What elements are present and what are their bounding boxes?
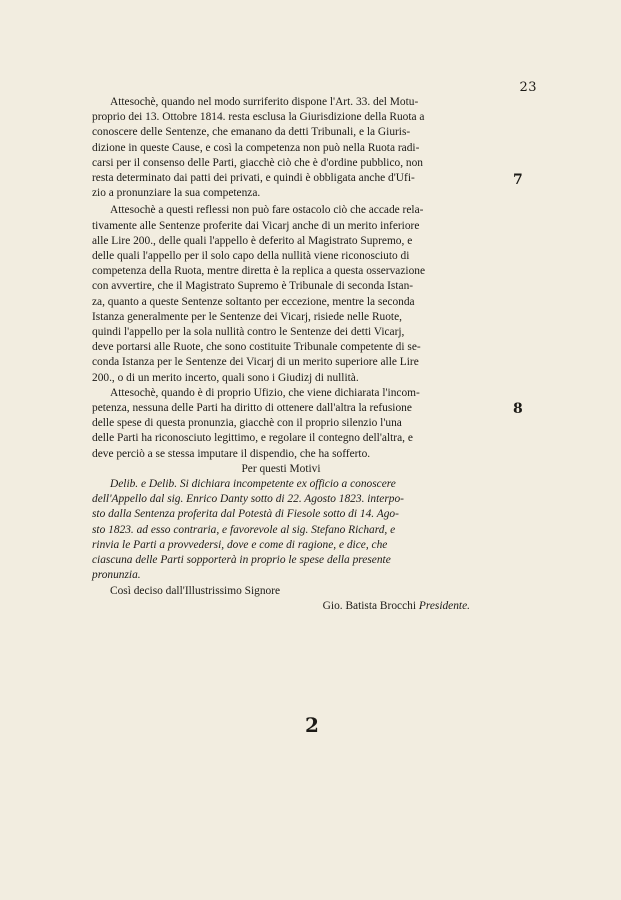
- decision-line: pronunzia.: [92, 569, 141, 582]
- text-line: petenza, nessuna delle Parti ha diritto di ottenere dall'altra la refusione: [92, 402, 412, 415]
- text-line: delle spese di questa pronunzia, giacchè con il proprio silenzio l'una: [92, 417, 402, 430]
- paragraph-2: [92, 203, 470, 385]
- text-line: quindi l'appello per la sola nullità contro le Sentenze dei detti Vicarj,: [92, 326, 405, 339]
- decision-line: Delib. e Delib. Si dichiara incompetente ex officio a conoscere: [110, 478, 396, 491]
- text-line: conoscere delle Sentenze, che emanano da detti Tribunali, e la Giuris-: [92, 126, 411, 139]
- text-line: za, quanto a queste Sentenze soltanto per eccezione, mentre la seconda: [92, 295, 415, 308]
- text-line: alle Lire 200., delle quali l'appello è deferito al Magistrato Supremo, e: [92, 234, 413, 247]
- decision-line: ciascuna delle Parti sopporterà in proprio le spese della presente: [92, 554, 391, 567]
- decision-line: rinvia le Parti a provvedersi, dove e come di ragione, e dice, che: [92, 538, 388, 551]
- text-line: Attesochè, quando nel modo surriferito dispone l'Art. 33. del Motu-: [110, 96, 419, 108]
- margin-note-7: 7: [513, 172, 523, 188]
- decision-line: sto 1823. ad esso contraria, e favorevole al sig. Stefano Richard, e: [92, 523, 396, 536]
- text-line: conda Istanza per le Sentenze dei Vicarj di un merito superiore alle Lire: [92, 356, 419, 369]
- text-line: proprio dei 13. Ottobre 1814. resta esclusa la Giurisdizione della Ruota a: [92, 111, 425, 124]
- decision-line: dell'Appello dal sig. Enrico Danty sotto di 22. Agosto 1823. interpo-: [92, 493, 404, 506]
- bottom-mark: 2: [305, 713, 319, 737]
- text-line: tivamente alle Sentenze proferite dai Vicarj anche di un merito inferiore: [92, 219, 420, 232]
- signature-line: [92, 599, 470, 614]
- text-line: dizione in queste Cause, e così la competenza non può nella Ruota radi-: [92, 141, 420, 154]
- text-line: delle quali l'appello per il solo capo della nullità viene riconosciuto di: [92, 250, 410, 263]
- text-line: delle Parti ha riconosciuto legittimo, e regolare il contegno dell'altra, e: [92, 432, 413, 445]
- closing-line: Così deciso dall'Illustrissimo Signore: [110, 584, 281, 597]
- paragraph-1: [92, 95, 470, 201]
- text-line: Attesochè a questi reflessi non può fare ostacolo ciò che accade rela-: [110, 204, 424, 217]
- text-line: resta determinato dai patti dei privati, e quindi è obbligata anche d'Ufi-: [92, 172, 415, 185]
- decision-line: sto dalla Sentenza proferita dal Potestà di Fiesole sotto di 14. Ago-: [92, 508, 399, 521]
- text-line: con avvertire, che il Magistrato Supremo è Tribunale di seconda Istan-: [92, 280, 414, 293]
- text-line: competenza della Ruota, mentre diretta è la replica a questa osservazione: [92, 265, 426, 278]
- text-line: Attesochè, quando è di proprio Ufizio, che viene dichiarata l'incom-: [110, 386, 420, 399]
- body-text: [92, 95, 470, 614]
- text-line: deve portarsi alle Ruote, che sono costituite Tribunale competente di se-: [92, 341, 421, 354]
- text-line: carsi per il consenso delle Parti, giacchè ciò che è d'ordine pubblico, non: [92, 156, 424, 169]
- text-line: 200., o di un merito incerto, quali sono i Giudizj di nullità.: [92, 371, 359, 384]
- signature-name: Gio. Batista Brocchi: [322, 599, 416, 612]
- text-line: zio a pronunziare la sua competenza.: [92, 187, 261, 200]
- text-line: deve perciò a se stessa imputare il dispendio, che ha sofferto.: [92, 447, 371, 460]
- decision-paragraph: [92, 477, 470, 583]
- motivi-heading: Per questi Motivi: [241, 462, 321, 475]
- signature-title: Presidente.: [418, 599, 470, 612]
- page-number: 23: [519, 80, 537, 95]
- margin-note-8: 8: [513, 401, 523, 417]
- paragraph-3: [92, 386, 470, 462]
- text-line: Istanza generalmente per le Sentenze dei Vicarj, risiede nelle Ruote,: [92, 310, 402, 323]
